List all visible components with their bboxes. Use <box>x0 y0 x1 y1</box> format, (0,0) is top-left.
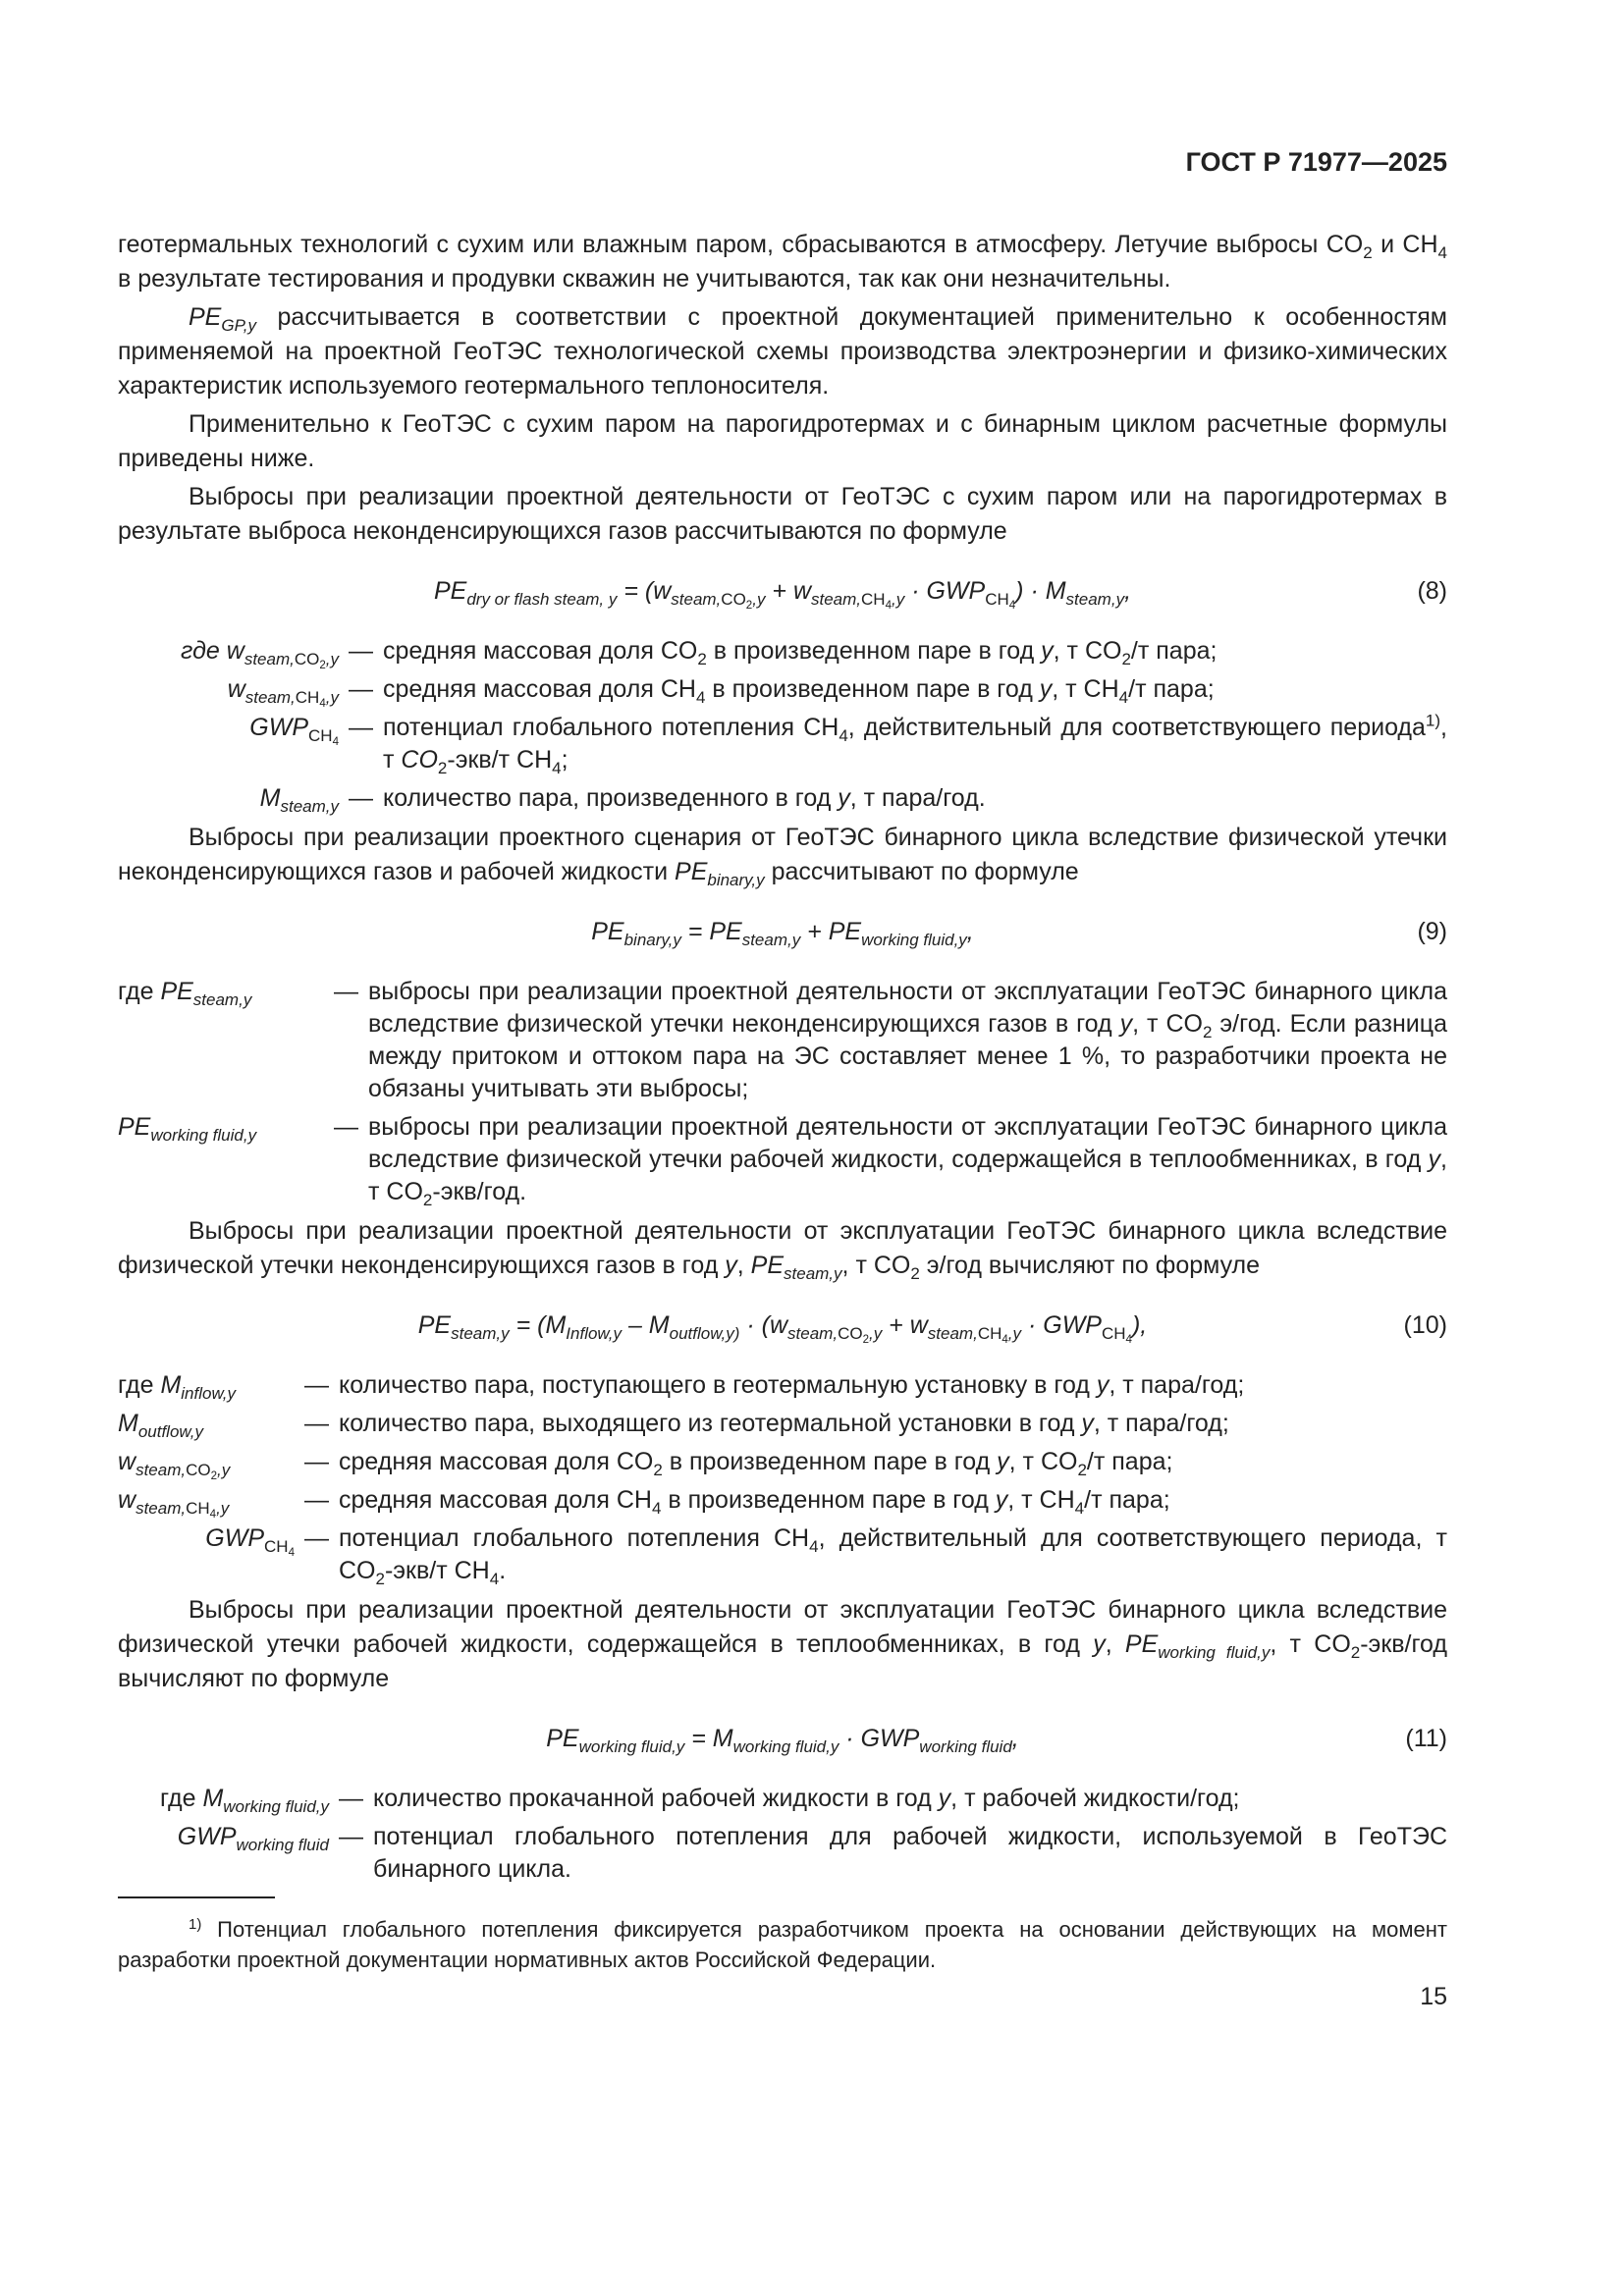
formula-11: $PE_{working fluid,y} = M_{working fluid,y} \cdot GWP_{working fluid}$, (11) <box>118 1722 1447 1757</box>
standard-header: ГОСТ Р 71977—2025 <box>1185 147 1447 177</box>
definitions-11 <box>118 1783 1447 1886</box>
definition-item: $w_{steam,CH_4,y}$ — средняя массовая доля $CH_4$ в произведенном паре в год y, т $CH_4/т$ пара; <box>227 675 1215 710</box>
footnote: $^{1)}$ Потенциал глобального потепления фиксируется разработчиком проекта на основании действующих на момент разработки проектной документации нормативных актов Российской Федерации. <box>118 1915 1447 1972</box>
definition-item: $M_{steam,y}$ — количество пара, произведенного в год y, т пара/год. <box>259 784 986 816</box>
paragraph-3: Применительно к ГеоТЭС с сухим паром на парогидротермах и с бинарным циклом расчетные формулы приведены ниже. <box>118 410 1447 472</box>
definition-item: $GWP_{working fluid}$ — потенциал глобального потепления для рабочей жидкости, используемой в ГеоТЭС бинарного цикла. <box>177 1823 1447 1883</box>
definitions-9 <box>118 976 1447 1208</box>
paragraph-7: Выбросы при реализации проектной деятельности от эксплуатации ГеоТЭС бинарного цикла вследствие физической утечки рабочей жидкости, содержащейся в теплообменниках, в год y, $PE_{working fluid,y}$, т $CO_2-экв$/год вычисляют по формуле <box>118 1596 1447 1692</box>
definition-item: $w_{steam,CO_2,y}$ — средняя массовая доля $CO_2$ в произведенном паре в год y, т $CO_2/т$ пара; <box>118 1448 1173 1482</box>
formula-11-number: (11) <box>1405 1725 1447 1752</box>
definition-item: где $PE_{steam,y}$ — выбросы при реализации проектной деятельности от эксплуатации ГеоТЭС бинарного цикла вследствие физической утечки неконденсирующихся газов в год y, т $CO_2$ э/год. Если разница между притоком и оттоком пара на ЭС составляет менее 1 %, то разработчики проекта не обязаны учитывать эти выбросы; <box>118 978 1447 1102</box>
paragraph-2: $PE_{GP,y}$ рассчитывается в соответствии с проектной документацией применительно к особенностям применяемой на проектной ГеоТЭС технологической схемы производства электроэнергии и физико-химических характеристик используемого геотермального теплоносителя. <box>118 303 1447 400</box>
formula-10: $PE_{steam,y} = (M_{Inflow,y} - M_{outflow,y)} \cdot (w_{steam,CO_2,y} + w_{steam,CH_4,y} \cdot GWP_{CH_4})$, (10) <box>118 1308 1447 1344</box>
paragraph-4: Выбросы при реализации проектной деятельности от ГеоТЭС с сухим паром или на парогидротермах в результате выброса неконденсирующихся газов рассчитываются по формуле <box>118 483 1447 545</box>
paragraph-5: Выбросы при реализации проектного сценария от ГеоТЭС бинарного цикла вследствие физической утечки неконденсирующихся газов и рабочей жидкости $PE_{binary,y}$ рассчитывают по формуле <box>118 824 1447 889</box>
formula-8-number: (8) <box>1417 577 1447 605</box>
definition-item: где $w_{steam,CO_2,y}$ — средняя массовая доля $CO_2$ в произведенном паре в год y, т $CO_2/т$ пара; <box>181 637 1218 671</box>
paragraph-6: Выбросы при реализации проектной деятельности от эксплуатации ГеоТЭС бинарного цикла вследствие физической утечки неконденсирующихся газов в год y, $PE_{steam,y}$, т $CO_2$ э/год вычисляют по формуле <box>118 1217 1447 1283</box>
definition-item: $GWP_{CH_4}$ — потенциал глобального потепления $CH_4$, действительный для соответствующего периода$^{1)}$, т $CO_2-экв/т$ $CH_4$; <box>249 711 1447 777</box>
definition-item: $M_{outflow,y}$ — количество пара, выходящего из геотермальной установки в год y, т пара/год; <box>118 1410 1229 1441</box>
definitions-10 <box>118 1369 1447 1587</box>
definitions-8 <box>118 635 1447 815</box>
formula-8: $PE_{dry or flash steam, y} = (w_{steam,CO_2,y} + w_{steam,CH_4,y} \cdot GWP_{CH_4}) \cdot M_{steam,y}$, (8) <box>118 574 1447 610</box>
definition-item: где $M_{inflow,y}$ — количество пара, поступающего в геотермальную установку в год y, т пара/год; <box>118 1371 1245 1403</box>
definition-item: где $M_{working fluid,y}$ — количество прокачанной рабочей жидкости в год y, т рабочей жидкости/год; <box>160 1785 1240 1816</box>
definition-item: $w_{steam,CH_4,y}$ — средняя массовая доля $CH_4$ в произведенном паре в год y, т $CH_4/т$ пара; <box>118 1486 1170 1521</box>
page-body <box>118 228 1447 1892</box>
formula-10-number: (10) <box>1403 1311 1447 1339</box>
definition-item: $PE_{working fluid,y}$ — выбросы при реализации проектной деятельности от эксплуатации ГеоТЭС бинарного цикла вследствие физической утечки рабочей жидкости, содержащейся в теплообменниках, в год y, т $CO_2-экв$/год. <box>118 1113 1447 1209</box>
definition-item: $GWP_{CH_4}$ — потенциал глобального потепления $CH_4$, действительный для соответствующего периода, т $CO_2-экв/т$ $CH_4$. <box>205 1524 1447 1588</box>
paragraph-1: геотермальных технологий с сухим или влажным паром, сбрасываются в атмосферу. Летучие выбросы $CO_2$ и $CH_4$ в результате тестирования и продувки скважин не учитываются, так как они незначительны. <box>118 231 1448 293</box>
page-number: 15 <box>1420 1983 1447 2010</box>
formula-9: $PE_{binary,y} = PE_{steam,y} + PE_{working fluid,y}$, (9) <box>118 915 1447 950</box>
formula-9-number: (9) <box>1417 918 1447 945</box>
footnote-separator <box>118 1896 275 1898</box>
